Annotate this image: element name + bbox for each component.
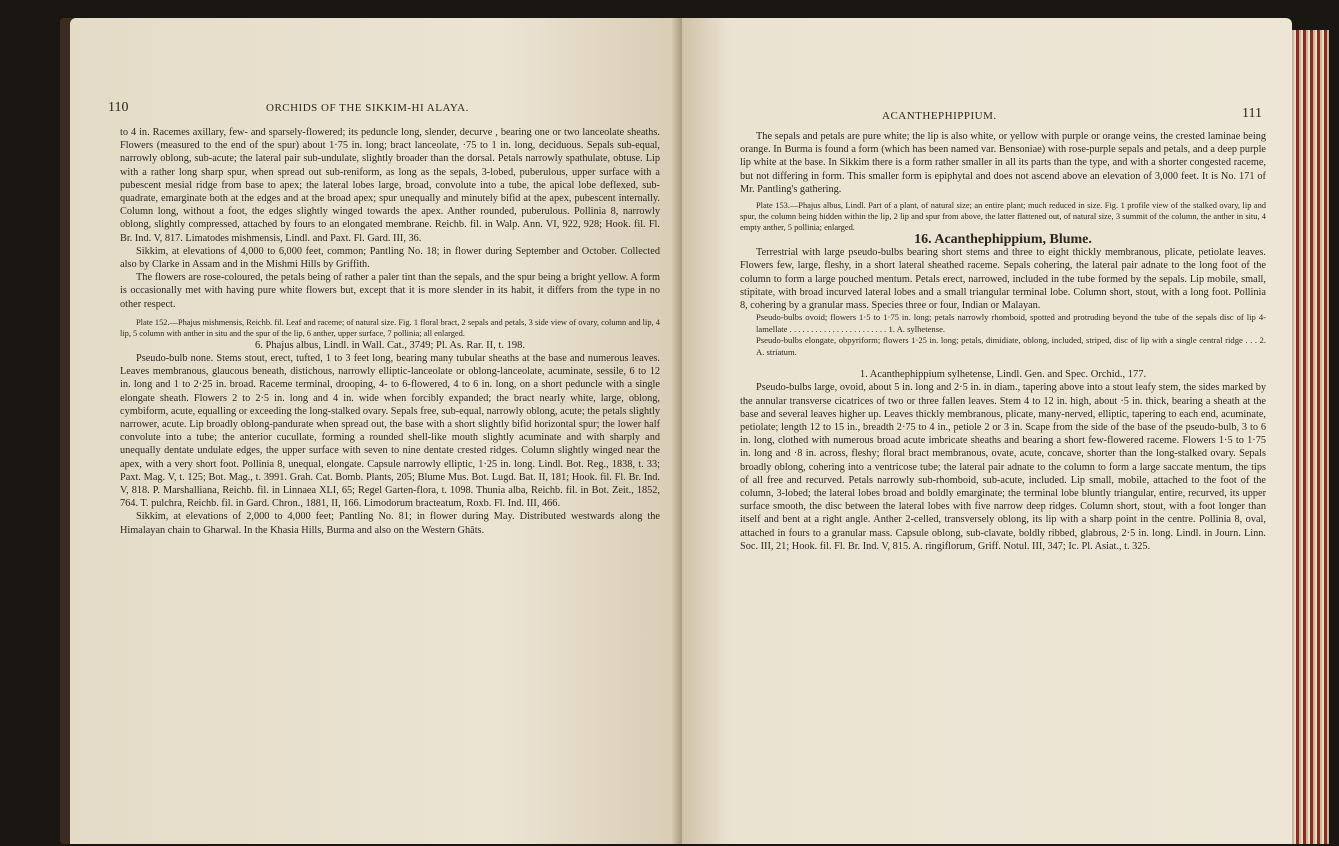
left-body bbox=[120, 126, 660, 537]
species-key bbox=[740, 312, 1266, 358]
right-page bbox=[682, 18, 1292, 844]
book-page-edges bbox=[1289, 30, 1329, 844]
key-entry-1: Pseudo-bulbs ovoid; flowers 1·5 to 1·75 in. long; petals narrowly rhomboid, spotted and protruding beyond the tube of the sepals disc of lip 4-lamellate . . . . . . . . . . . . . . . . . . . . . . . 1. A. sylhetense. bbox=[756, 312, 1266, 334]
genus-description: Terrestrial with large pseudo-bulbs bearing short stems and three to eight thickly membranous, plicate, petiolate leaves. Flowers few, large, fleshy, in a short lateral sheathed raceme. Sepals cohering, the lateral pair adnate to the long foot of the column to form a large pouched mentum. Petals erect, narrowed, included in the tube formed by the sepals. Lip mobile, small, stipitate, with broad incurved lateral lobes and a small triangular terminal lobe. Column short, stout, with a long foot. Pollinia 8, cohering by a granular mass. Species three or four, Indian or Malayan. bbox=[740, 247, 1266, 312]
left-paragraph-5: Sikkim, at elevations of 2,000 to 4,000 feet; Pantling No. 81; in flower during May. Distributed westwards along the Himalayan chain to Gharwal. In the Khasia Hills, Burma and also on the Western Ghâts. bbox=[120, 511, 660, 536]
left-paragraph-2: Sikkim, at elevations of 4,000 to 6,000 feet, common; Pantling No. 18; in flower during September and October. Collected also by Clarke in Assam and in the Mishmi Hills by Griffith. bbox=[120, 245, 660, 271]
left-running-head: ORCHIDS OF THE SIKKIM-HI ALAYA. bbox=[266, 102, 469, 114]
right-species-heading: 1. Acanthephippium sylhetense, Lindl. Gen. and Spec. Orchid., 177. bbox=[859, 369, 1147, 381]
open-book bbox=[60, 18, 1305, 844]
right-body bbox=[740, 130, 1266, 553]
left-plate-caption: Plate 152.—Phajus mishmensis, Reichb. fil. Leaf and raceme; of natural size. Fig. 1 floral bract, 2 sepals and petals, 3 side view of ovary, column and lip, 4 lip, 5 column with anther in situ and the spur of the lip, 6 anther, upper surface, 7 pollinia; all enlarged. bbox=[120, 317, 660, 338]
right-plate-caption: Plate 153.—Phajus albus, Lindl. Part of a plant, of natural size; an entire plant; much reduced in size. Fig. 1 profile view of the stalked ovary, lip and spur, the column being hidden within the lip, 2 lip and spur from above, the latter flattened out, of natural size, 3 summit of the column, the anther in situ, 4 empty anther, 5 pollinia; enlarged. bbox=[740, 201, 1266, 233]
key-entry-2: Pseudo-bulbs elongate, obpyriform; flowers 1·25 in. long; petals, dimidiate, oblong, included, striped, disc of lip with a single central ridge . . . 2. A. striatum. bbox=[756, 335, 1266, 357]
left-species-heading: 6. Phajus albus, Lindl. in Wall. Cat., 3749; Pl. As. Rar. II, t. 198. bbox=[255, 339, 525, 351]
left-paragraph-4: Pseudo-bulb none. Stems stout, erect, tufted, 1 to 3 feet long, bearing many tubular sheaths at the base and numerous leaves. Leaves membranous, glaucous beneath, distichous, narrowly elliptic-lanceolate or oblong-lanceolate, acuminate, sessile, 6 to 12 in. long and 1 to 2·25 in. broad. Raceme terminal, drooping, 4- to 6-flowered, 4 to 6 in. long, on a short peduncle with a single elongate sheath. Flowers 2 to 2·5 in. long and 4 in. wide when forcibly expanded; the bract nearly white, large, oblong, cymbiform, acute, equalling or exceeding the long-stalked ovary. Sepals free, sub-equal, narrowly oblong, acute; the petals slightly narrower, acute. Lip broadly oblong-pandurate when spread out, the base with a short slightly bifid horizontal spur; the lower half convolute into a tube; the anterior cucullate, forming a rounded shell-like mouth slightly acuminate and with sharply and unequally dentate undulate edges, the upper surface with seven to nine dentate crested ridges. Column slightly winged near the apex, with a very short foot. Pollinia 8, unequal, elongate. Capsule narrowly elliptic, 1·25 in. long. Lindl. Bot. Reg., 1838, t. 33; Paxt. Mag. V, t. 125; Bot. Mag., t. 3991. Grah. Cat. Bomb. Plants, 205; Blume Mus. Bot. Lugd. Bat. II, 181; Hook. fil. Fl. Br. Ind. V, 818. P. Marshalliana, Reichb. fil. in Linnaea XLI, 65; Regel Garten-flora, t. 1098. Thunia alba, Reichb. fil. in Bot. Zeit., 1852, 764. T. pulchra, Reichb. fil. in Gard. Chron., 1881, II, 166. Limodorum bracteatum, Roxb. Fl. Ind. III, 466. bbox=[120, 353, 660, 510]
left-paragraph-1: to 4 in. Racemes axillary, few- and sparsely-flowered; its peduncle long, slender, decurve , bearing one or two lanceolate sheaths. Flowers (measured to the end of the spur) about 1·75 in. long; bract lanceolate, ·75 to 1 in. long, deciduous. Sepals sub-equal, narrowly oblong, sub-acute; the lateral pair sub-undulate, slightly broader than the dorsal. Petals narrowly spathulate, obtuse. Lip with a rather long sharp spur, when spread out sub-reniform, as long as the sepals, 3-lobed, puberulous, upper surface with a pubescent mesial ridge from base to apex; the lateral lobes large, broad, convolute into a tube, the apical lobe deflexed, sub-quadrate, emarginate both at the edges and at the broad apex; spur unequally and minutely bifid at the apex, pubescent internally. Column long, without a foot, the edges slightly winged towards the apex. Anther rounded, puberulous. Pollinia 8, narrowly oblong, slightly compressed, attached by fours to an elongated membrane. Reichb. fil. in Walp. Ann. VI, 922, 928; Hook. fil. Fl. Br. Ind. V, 817. Limatodes mishmensis, Lindl. and Paxt. Fl. Gard. III, 36. bbox=[120, 127, 660, 244]
right-page-number: 111 bbox=[1242, 106, 1262, 121]
right-running-head: ACANTHEPHIPPIUM. bbox=[882, 110, 997, 122]
left-page bbox=[70, 18, 682, 844]
right-species-description: Pseudo-bulbs large, ovoid, about 5 in. long and 2·5 in. in diam., tapering above into a stout leafy stem, the sides marked by the annular transverse cicatrices of two or three fallen leaves. Stem 4 to 12 in. high, about ·5 in. thick, bearing a sheath at the base and several leaves higher up. Leaves thickly membranous, plicate, many-nerved, elliptic, tapering to each end, acuminate, petiolate; length 12 to 15 in., breadth 2·75 to 4 in., petiole 2 or 3 in. Scape from the side of the base of the pseudo-bulb, 3 to 6 in. long, clothed with numerous broad acute imbricate sheaths and bearing a short few-flowered raceme. Flowers 1·5 to 1·75 in. long and ·8 in. across, fleshy; floral bract membranous, ovate, acute, concave, shorter than the long-stalked ovary. Sepals broadly oblong, cohering into a ventricose tube; the lateral pair adnate to the column to form a large saccate mentum, the tips of all free and recurved. Petals narrowly sub-rhomboid, sub-acute, included. Lip small, mobile, attached to the foot of the column, 3-lobed; the lateral lobes broad and boldly emarginate; the terminal lobe bluntly triangular, entire, recurved, its upper surface smooth, the disc between the lateral lobes with five narrow deep ridges. Column short, stout, with a foot longer than itself and bent at a right angle. Anther 2-celled, transversely oblong, its lip with a sharp point in the centre. Pollinia 8, oval, attached in fours to a granular mass. Capsule oblong, sub-clavate, boldly ribbed, glabrous, 2·5 in. long. Lindl. in Journ. Linn. Soc. III, 21; Hook. fil. Fl. Br. Ind. V, 815. A. ringiflorum, Griff. Notul. III, 347; Ic. Pl. Asiat., t. 325. bbox=[740, 382, 1266, 552]
genus-heading: 16. Acanthephippium, Blume. bbox=[914, 232, 1092, 248]
left-paragraph-3: The flowers are rose-coloured, the petals being of rather a paler tint than the sepals, and the spur being a bright yellow. A form is occasionally met with having pure white flowers but, except that it is more slender in its habit, it differs from the type in no other respect. bbox=[120, 272, 660, 310]
right-paragraph-1: The sepals and petals are pure white; the lip is also white, or yellow with purple or orange veins, the crested laminae being orange. In Burma is found a form (which has been named var. Bensoniae) with rose-purple sepals and petals, and a deep purple lip white at the base. In Sikkim there is a form rather smaller in all its parts than the type, and with a shorter congested raceme, but not differing in form. This smaller form is epiphytal and does not ascend above an elevation of 3,000 feet. It is No. 171 of Mr. Pantling's gathering. bbox=[740, 131, 1266, 195]
left-page-number: 110 bbox=[108, 100, 129, 115]
